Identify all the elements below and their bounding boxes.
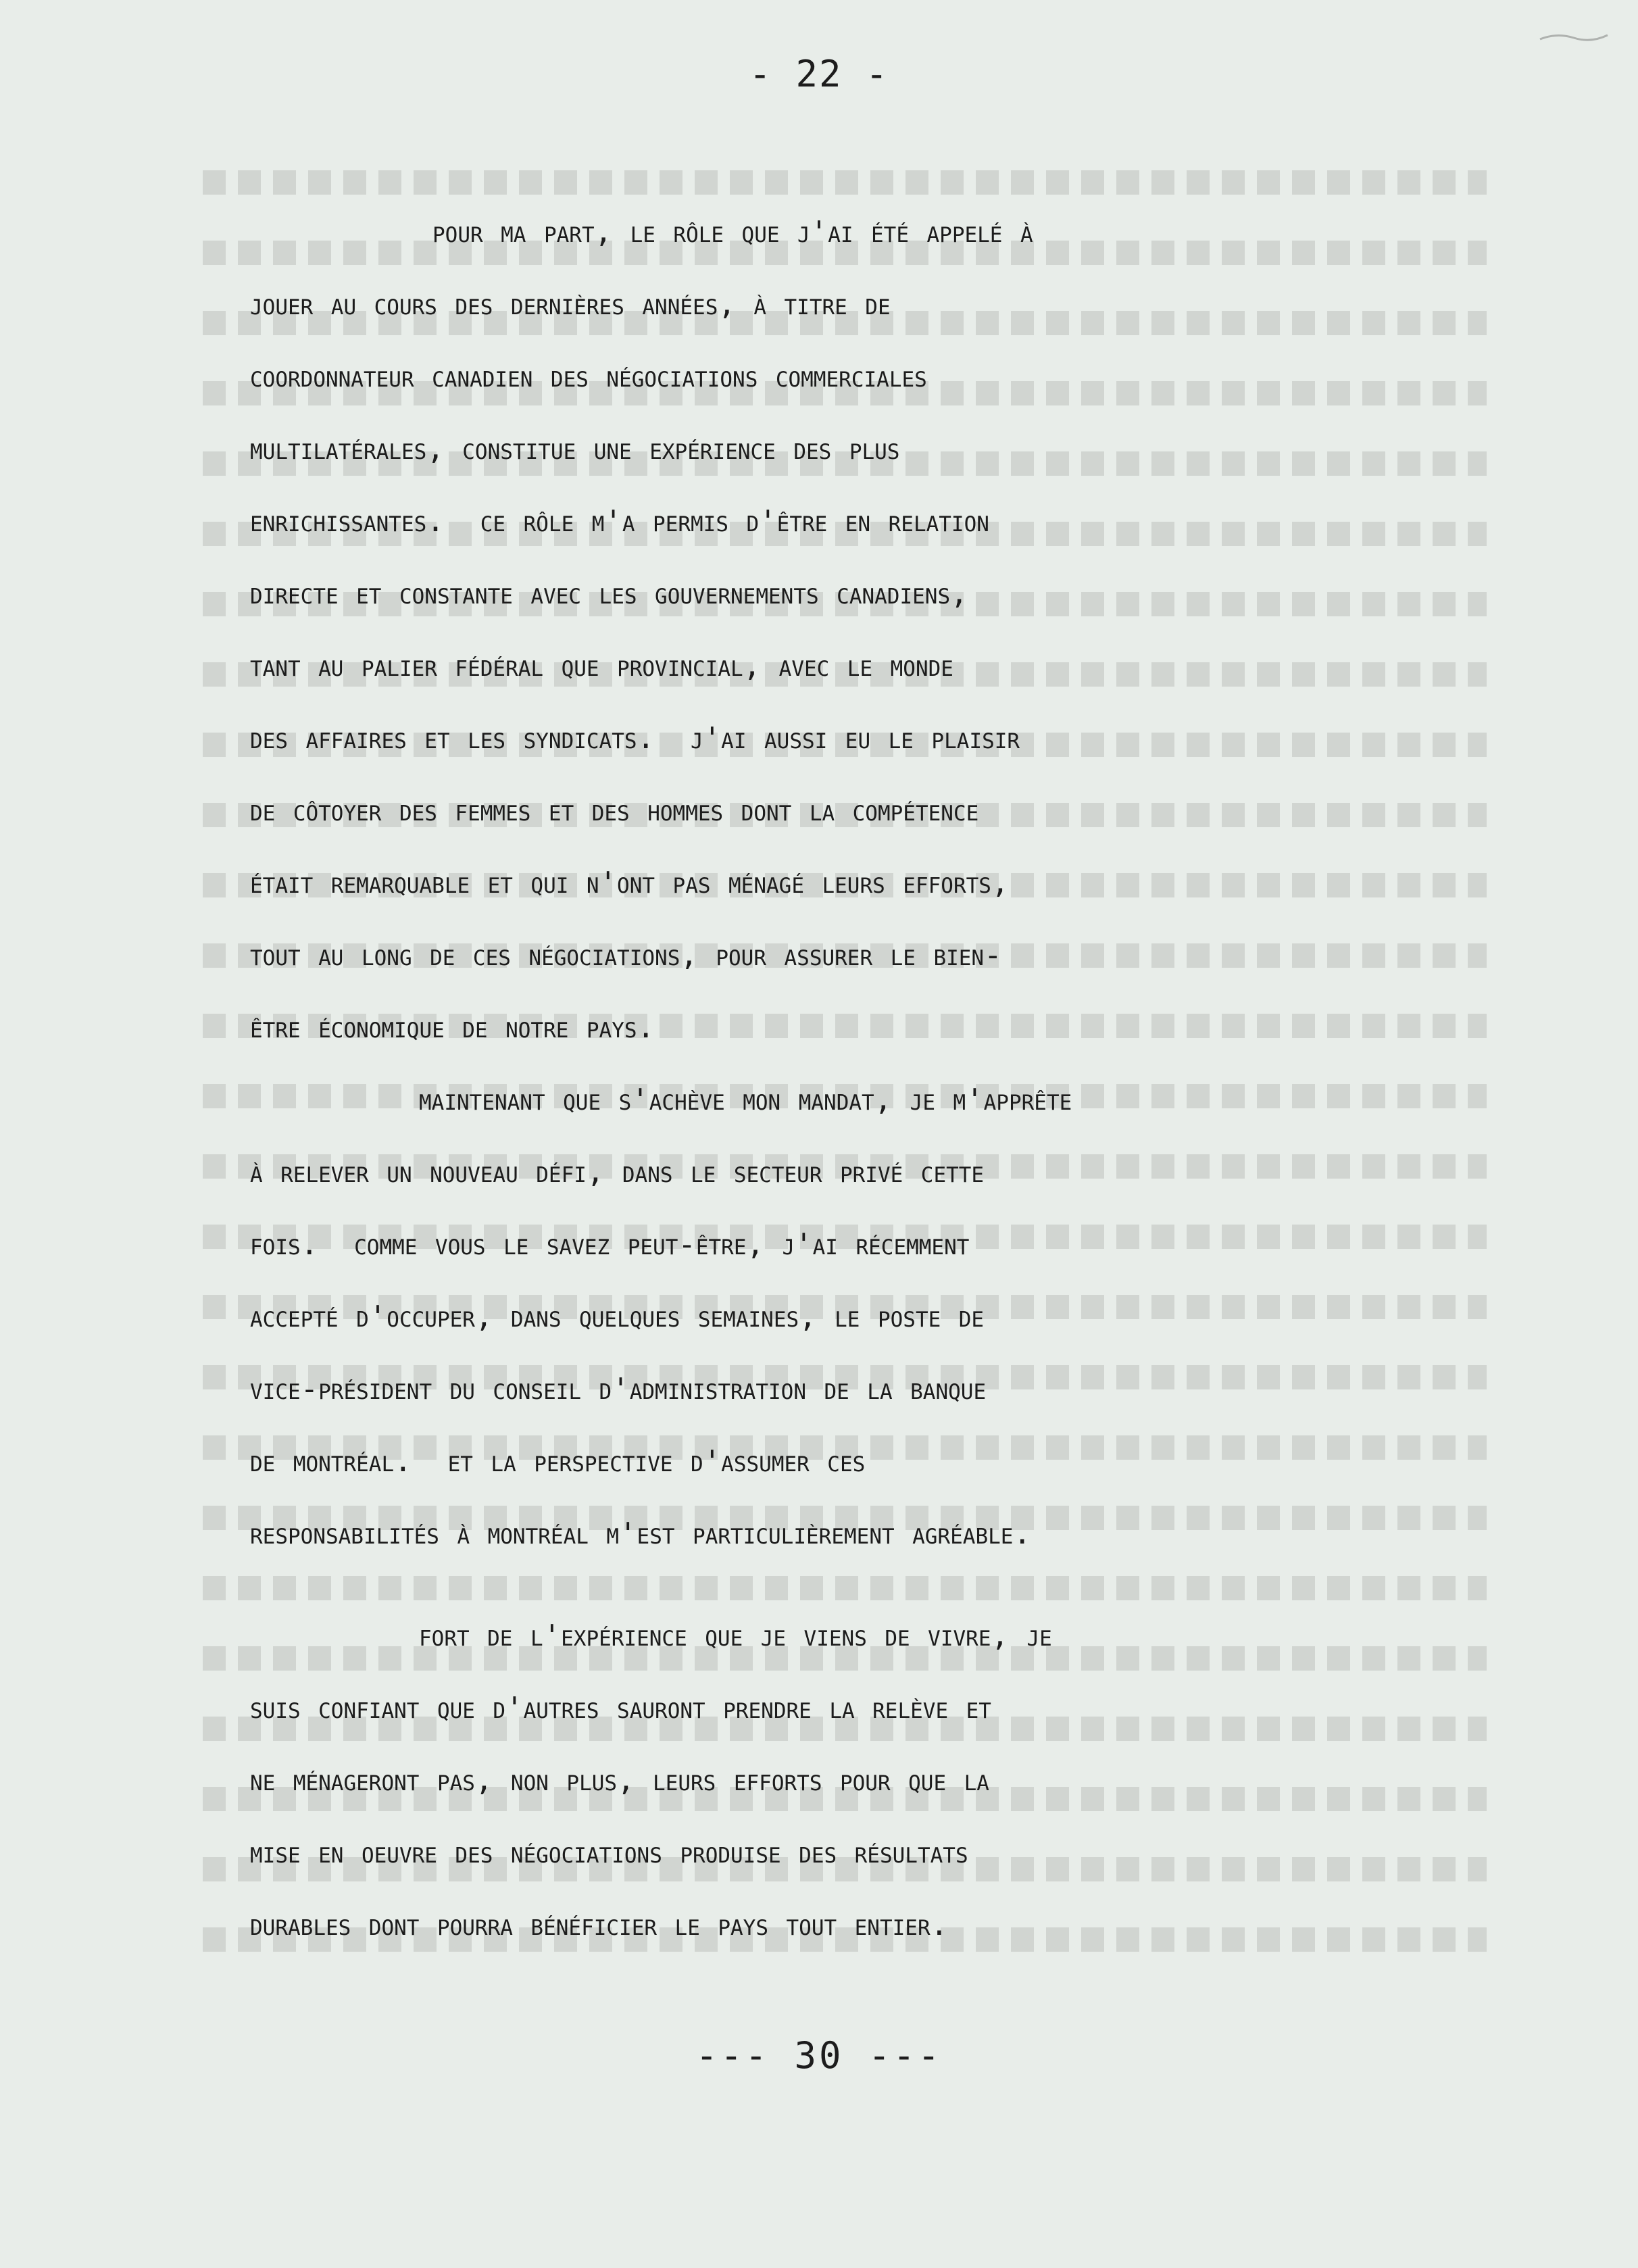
text-line: vice-président du conseil d'administration de la banque — [250, 1372, 987, 1406]
text-line: directe et constante avec les gouvernements canadiens, — [250, 576, 968, 611]
text-line: jouer au cours des dernières années, à titre de — [250, 287, 891, 322]
text-line: de côtoyer des femmes et des hommes dont la compétence — [250, 793, 979, 828]
text-line: à relever un nouveau défi, dans le secteur privé cette — [250, 1155, 985, 1189]
text-line: tout au long de ces négociations, pour assurer le bien- — [250, 938, 1002, 972]
text-line: pour ma part, le rôle que j'ai été appelé à — [432, 215, 1033, 249]
text-line: ne ménageront pas, non plus, leurs efforts pour que la — [250, 1763, 989, 1798]
text-line: des affaires et les syndicats. j'ai aussi eu le plaisir — [250, 721, 1020, 756]
text-line: être économique de notre pays. — [250, 1010, 655, 1045]
text-line: était remarquable et qui n'ont pas ménagé leurs efforts, — [250, 866, 1010, 900]
paragraph-2 — [250, 1064, 1466, 1570]
corner-smudge-icon — [1537, 27, 1611, 47]
text-line: fois. comme vous le savez peut-être, j'ai récemment — [250, 1227, 970, 1262]
page-number: - 22 - — [749, 53, 889, 95]
text-line: multilatérales, constitue une expérience des plus — [250, 432, 900, 466]
paragraph-1 — [250, 196, 1466, 1064]
text-line: maintenant que s'achève mon mandat, je m'apprête — [419, 1083, 1072, 1117]
body-text — [250, 196, 1466, 1961]
text-line: suis confiant que d'autres sauront prendre la relève et — [250, 1691, 991, 1725]
text-line: fort de l'expérience que je viens de vivre, je — [419, 1619, 1052, 1653]
text-line: accepté d'occuper, dans quelques semaines, le poste de — [250, 1300, 985, 1334]
text-line: enrichissantes. ce rôle m'a permis d'être en relation — [250, 504, 989, 539]
text-line: de montréal. et la perspective d'assumer ces — [250, 1444, 866, 1479]
text-line: mise en oeuvre des négociations produise des résultats — [250, 1835, 968, 1870]
text-line: tant au palier fédéral que provincial, avec le monde — [250, 649, 953, 683]
text-line: coordonnateur canadien des négociations commerciales — [250, 360, 927, 394]
text-line: responsabilités à montréal m'est particulièrement agréable. — [250, 1517, 1031, 1551]
paragraph-3 — [250, 1600, 1466, 1961]
end-mark: --- 30 --- — [695, 2034, 943, 2077]
text-line: durables dont pourra bénéficier le pays tout entier. — [250, 1908, 949, 1942]
